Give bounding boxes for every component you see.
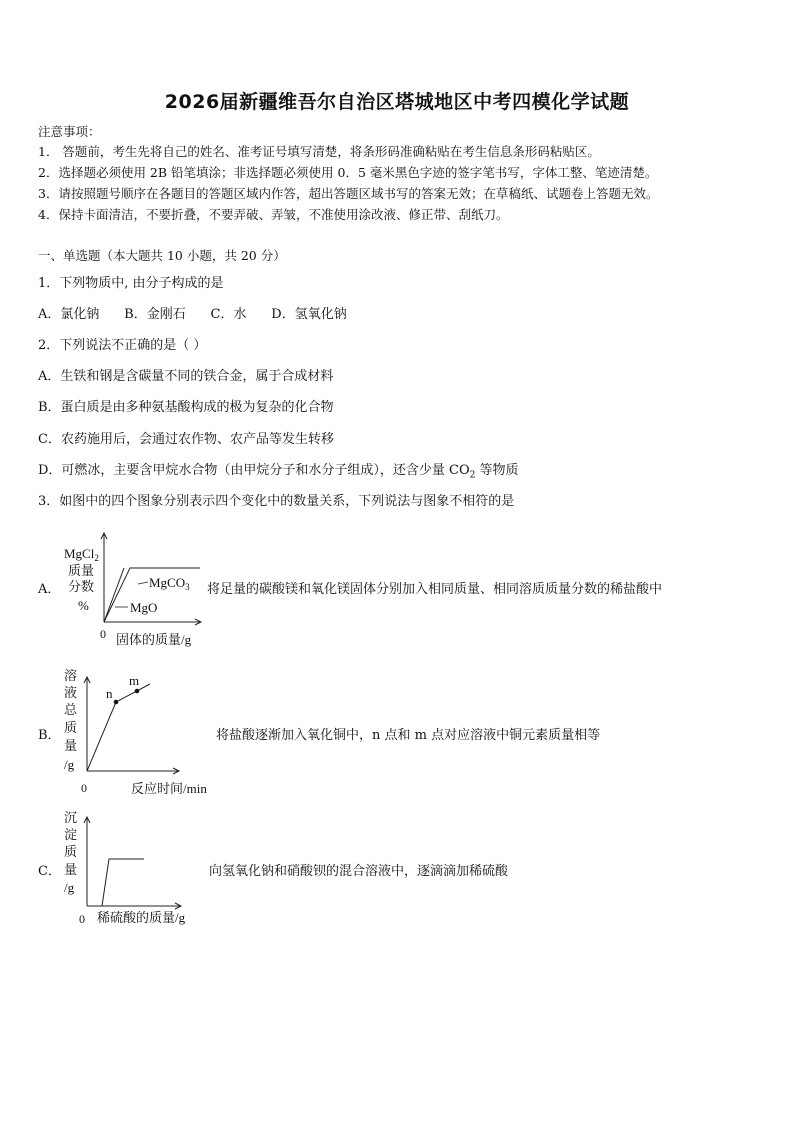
- graph-c-line: [102, 859, 144, 906]
- q2-stem: 2．下列说法不正确的是（ ）: [38, 338, 207, 353]
- graph-c-origin: 0: [79, 912, 85, 926]
- graph-a-ylabel-3: 分数: [68, 579, 95, 594]
- q3-option-b-desc: 将盐酸逐渐加入氧化铜中，n 点和 m 点对应溶液中铜元素质量相等: [216, 728, 601, 743]
- graph-a-origin: 0: [100, 627, 106, 641]
- graph-b-point-n: [114, 700, 119, 705]
- graph-a-xlabel: 固体的质量/g: [116, 632, 192, 647]
- graph-b-ylabel-3: 总: [64, 702, 78, 717]
- q2-option-a: A．生铁和钢是含碳量不同的铁合金，属于合成材料: [38, 369, 334, 384]
- q3-graph-b: [60, 664, 220, 800]
- q3-graph-a: [60, 528, 205, 650]
- q3-option-a-desc: 将足量的碳酸镁和氧化镁固体分别加入相同质量、相同溶质质量分数的稀盐酸中: [207, 582, 663, 597]
- q2-option-d: [38, 459, 519, 481]
- q2-option-d-text: D．可燃冰，主要含甲烷水合物（由甲烷分子和水分子组成），还含少量 CO: [38, 463, 470, 478]
- graph-a-line-mgo: [104, 568, 124, 622]
- graph-b-label-n: n: [106, 686, 113, 701]
- graph-c-ylabel-2: 淀: [64, 827, 78, 842]
- graph-c-ylabel-3: 质: [64, 844, 78, 859]
- graph-c-ylabel-1: 沉: [64, 810, 78, 825]
- q2-option-c: C．农药施用后，会通过农作物、农产品等发生转移: [38, 432, 334, 447]
- graph-b-xlabel: 反应时间/min: [131, 781, 207, 796]
- graph-b-label-m: m: [129, 673, 140, 688]
- notice-item-4: 4．保持卡面清洁，不要折叠，不要弄破、弄皱，不准使用涂改液、修正带、刮纸刀。: [38, 207, 509, 222]
- q3-option-a-letter: A．: [38, 582, 61, 597]
- graph-b-ylabel-6: /g: [64, 757, 75, 772]
- q3-option-c-letter: C．: [38, 864, 61, 879]
- graph-b-line: [87, 684, 150, 771]
- graph-a-series-mgco3: MgCO$_3$: [149, 575, 190, 592]
- q3-graph-c: [60, 806, 210, 930]
- graph-b-ylabel-4: 质: [64, 720, 78, 735]
- q3-stem: 3．如图中的四个图象分别表示四个变化中的数量关系，下列说法与图象不相符的是: [38, 494, 515, 509]
- graph-a-ylabel-4: %: [78, 598, 89, 613]
- graph-b-ylabel-1: 溶: [64, 668, 78, 683]
- graph-a-series-mgo: MgO: [130, 600, 158, 615]
- notice-item-1: 1． 答题前，考生先将自己的姓名、准考证号填写清楚，将条形码准确粘贴在考生信息条形码粘贴区。: [38, 144, 600, 159]
- graph-c-xlabel: 稀硫酸的质量/g: [97, 910, 186, 925]
- graph-a-ylabel-2: 质量: [68, 563, 95, 578]
- graph-b-point-m: [135, 689, 140, 694]
- graph-b-ylabel-2: 液: [64, 685, 78, 700]
- page-title: 2026届新疆维吾尔自治区塔城地区中考四模化学试题: [164, 91, 630, 113]
- graph-c-ylabel-5: /g: [64, 880, 75, 895]
- graph-b-ylabel-5: 量: [64, 738, 78, 753]
- q2-option-d-tail: 等物质: [475, 463, 519, 478]
- graph-a-ylabel-1: MgCl$_2$: [64, 546, 99, 563]
- graph-c-ylabel-4: 量: [64, 862, 78, 877]
- co2-subscript: 2: [469, 470, 476, 481]
- q1-options: A．氯化钠 B．金刚石 C．水 D．氢氧化钠: [38, 307, 347, 322]
- graph-a-leader-1: [138, 582, 148, 584]
- q3-option-b-letter: B．: [38, 728, 61, 743]
- section-heading: 一、单选题（本大题共 10 小题，共 20 分）: [38, 248, 286, 263]
- notice-item-2: 2．选择题必须使用 2B 铅笔填涂；非选择题必须使用 0．5 毫米黑色字迹的签字笔书写，字体工整、笔迹清楚。: [38, 165, 658, 180]
- q2-option-b: B．蛋白质是由多种氨基酸构成的极为复杂的化合物: [38, 400, 334, 415]
- q3-option-c-desc: 向氢氧化钠和硝酸钡的混合溶液中，逐滴滴加稀硫酸: [209, 864, 509, 879]
- notice-item-3: 3．请按照题号顺序在各题目的答题区域内作答，超出答题区域书写的答案无效；在草稿纸、试题卷上答题无效。: [38, 186, 659, 201]
- notice-heading: 注意事项：: [38, 124, 101, 139]
- graph-b-origin: 0: [81, 781, 87, 795]
- q1-stem: 1．下列物质中, 由分子构成的是: [38, 276, 224, 291]
